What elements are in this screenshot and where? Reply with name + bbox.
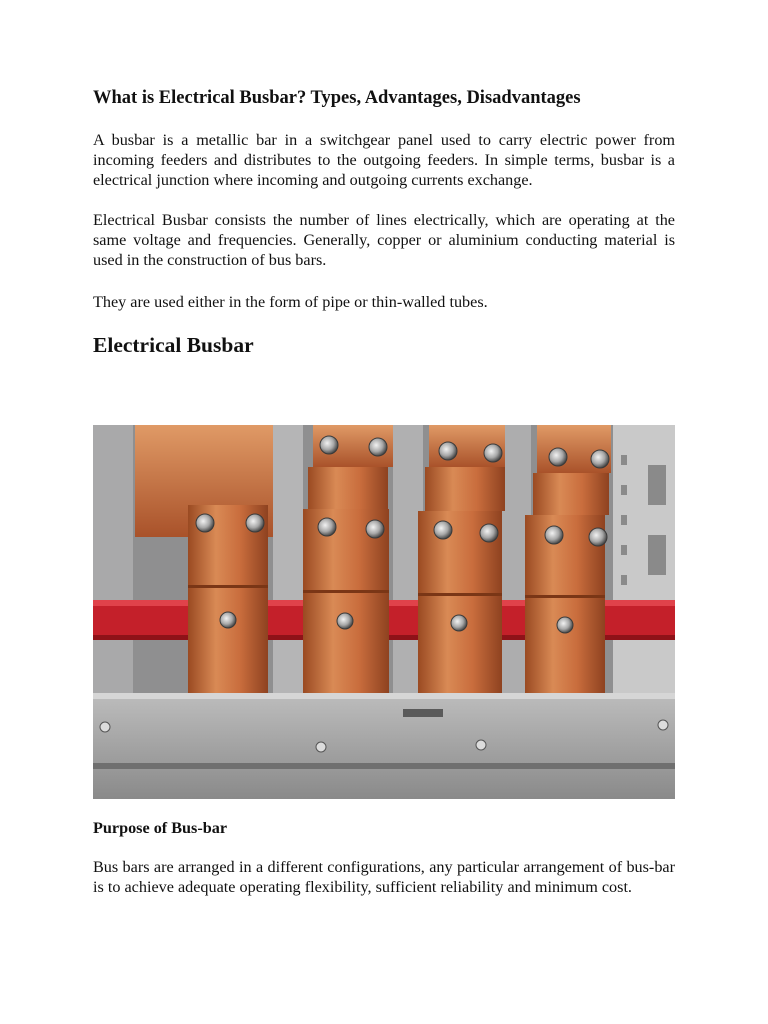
intro-paragraph: A busbar is a metallic bar in a switchgear panel used to carry electric power from incoming feeders and distributes to the outgoing feeders. In simple terms, busbar is a electrical junction where incoming and outgoing currents exchange.	[93, 131, 675, 189]
busbar-photo	[93, 425, 675, 799]
subheading: Purpose of Bus-bar	[93, 819, 228, 837]
composition-paragraph: Electrical Busbar consists the number of lines electrically, which are operating at the same voltage and frequencies. Generally, copper or aluminium conducting material is used in the construction of bus bars.	[93, 211, 675, 269]
copper-busbar-3	[418, 425, 505, 695]
purpose-paragraph: Bus bars are arranged in a different configurations, any particular arrangement of bus-bar is to achieve adequate operating flexibility, sufficient reliability and minimum cost.	[93, 858, 675, 896]
base-plate	[93, 693, 675, 799]
form-paragraph: They are used either in the form of pipe or thin-walled tubes.	[93, 293, 488, 311]
busbar-illustration	[93, 425, 675, 799]
document-title: What is Electrical Busbar? Types, Advantages, Disadvantages	[93, 88, 581, 108]
section-heading: Electrical Busbar	[93, 333, 254, 357]
copper-busbar-2	[303, 425, 393, 695]
